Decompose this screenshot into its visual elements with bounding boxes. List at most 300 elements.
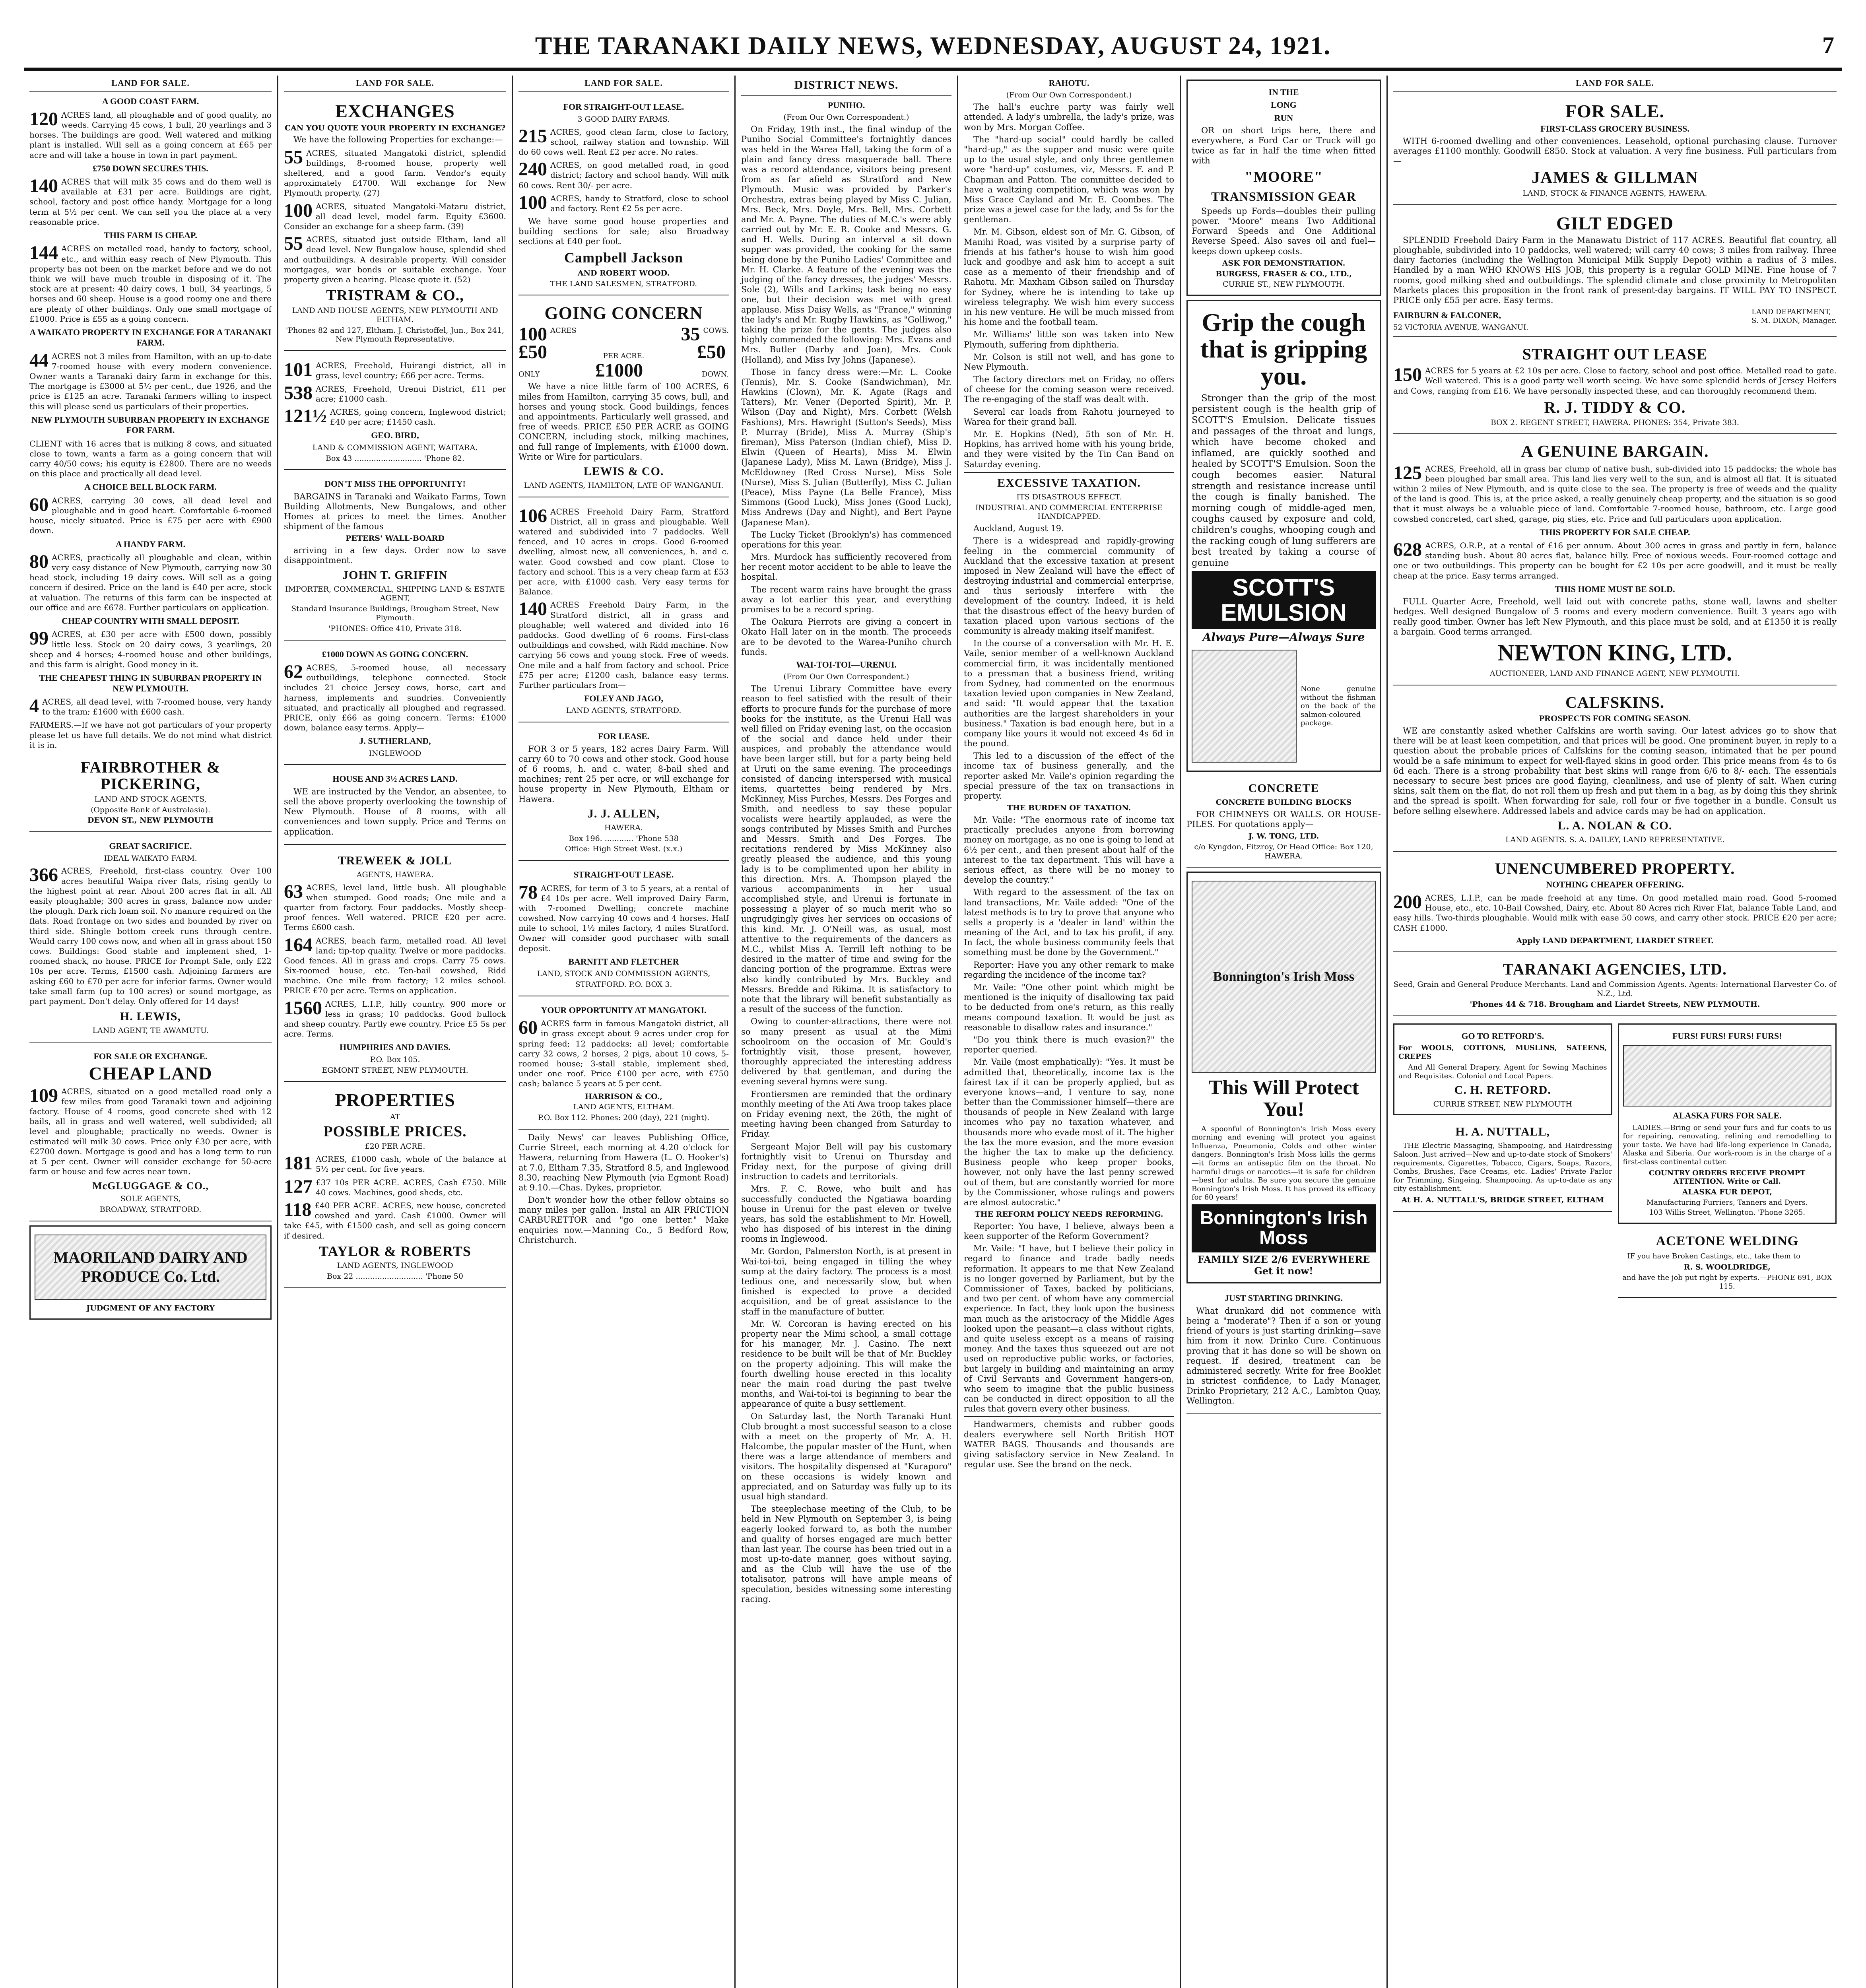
column-7 xyxy=(1388,76,1842,1988)
ad-text: Seed, Grain and General Produce Merchants. Land and Commission Agents. Agents: International Harvester Co. of N.Z., Ltd. xyxy=(1393,980,1837,998)
listing xyxy=(29,697,272,717)
agent-address: CURRIE STREET, NEW PLYMOUTH xyxy=(1433,1099,1572,1109)
agent-address: CURRIE ST., NEW PLYMOUTH. xyxy=(1223,280,1345,289)
ad-subtitle: 3 GOOD DAIRY FARMS. xyxy=(577,115,670,124)
agent-name: FOLEY AND JAGO, xyxy=(584,693,664,704)
straight-lease-ad-2 xyxy=(518,864,729,996)
treweek-ad xyxy=(284,848,506,1082)
foley-listings xyxy=(518,507,729,690)
agent-sub: LAND AND HOUSE AGENTS, NEW PLYMOUTH AND ELTHAM. xyxy=(292,306,498,324)
coast-farm-listings xyxy=(29,96,272,750)
agent-box: Box 22 ............................ 'Phone 50 xyxy=(327,1272,463,1281)
agent-name: TRISTRAM & CO., xyxy=(326,287,464,304)
bottle-illustration: Bonnington's Irish Moss xyxy=(1192,881,1376,1073)
exchange-listings xyxy=(284,148,506,285)
agent-left xyxy=(1393,308,1528,332)
byline: (From Our Own Correspondent.) xyxy=(1006,91,1132,100)
ad-text: SPLENDID Freehold Dairy Farm in the Manawatu District of 117 ACRES. Beautiful flat country, all ploughable, subdivided into 10 paddocks, well watered; will carry 40 cows; 3 miles from railway. Three dairy factories (including the Wellington Municipal Milk Supply Depot) within a radius of 3 miles. Handled by a man WHO KNOWS HIS JOB, this property is a regular GOLD MINE. Fine house of 7 rooms, good milking shed and outbuildings. The splendid climate and close proximity to Metropolitan Markets places this proposition in the front rank of present-day bargains. IT WILL PAY TO INSPECT. PRICE only £55 per acre. Easy terms. xyxy=(1393,235,1837,305)
down-value: £1000 xyxy=(595,359,643,381)
agent-phone: 'Phones 44 & 718. Brougham and Liardet Streets, NEW PLYMOUTH. xyxy=(1470,1000,1760,1009)
listing-block xyxy=(518,507,729,597)
listing-block xyxy=(518,600,729,690)
paragraph: On Friday, 19th inst., the final windup of the Puniho Social Committee's fortnightly dances was held in the Warea Hall, taking the form of a plain and fancy dress masquerade ball. There was a record attendance, visitors being present from as far afield as Stratford and New Plymouth. Music was provided by Parker's Orchestra, extras being played by Miss C. Julian, Mrs. Beck, Mrs. Doyle, Mrs. Bell, Mrs. Corbett and Mr. A. Payne. The duties of M.C.'s were ably carried out by Mr. E. R. Cooke and Messrs. G. and H. Wells. During an interval a sit down supper was provided, the cooking for the same being done by the Puniho Ladies' Committee and Mr. H. Clarke. A feature of the evening was the judging of the fancy dresses, the judges' Messrs. Sole (2), Wills and Larkins; task being no easy one, but their decision was met with great applause. Miss Daisy Wells, as "France," winning the lady's and Mr. Rugby Hawkins, as "Golliwog," taking the prize for the gents. The judges also highly commended the following: Mrs. Evans and Mrs. Butler (Darby and Joan), Mrs. Cook (Holland), and Miss Ivy Johns (Japanese). xyxy=(741,124,951,365)
furs-ad xyxy=(1618,1023,1837,1224)
agent-name: FAIRBROTHER & PICKERING, xyxy=(80,758,221,793)
ad-text: A spoonful of Bonnington's Irish Moss every morning and evening will protect you against Influenza, Pneumonia, Colds and other winter dangers. Bonnington's Irish Moss kills the germs—it forms an antiseptic film on the throat. No harmful drugs or narcotics—it is safe for children—best for adults. Be sure you secure the genuine Bonnington's Irish Moss. It has proved its efficacy for 60 years! xyxy=(1192,1124,1376,1202)
ad-title: GREAT SACRIFICE. xyxy=(109,841,192,851)
maoriland-logo: MAORILAND DAIRY AND PRODUCE Co. Ltd. xyxy=(35,1235,266,1300)
listing-title: NEW PLYMOUTH SUBURBAN PROPERTY IN EXCHANGE FOR FARM. xyxy=(31,414,270,435)
paragraph: The Lucky Ticket (Brooklyn's) has commenced operations for this year. xyxy=(741,530,951,549)
taxation-article xyxy=(964,524,1174,801)
listing-text: ACRES, for term of 3 to 5 years, at a rental of £4 10s per acre. Well improved Dairy Farm, with 7-roomed Dwelling; concrete machine cowshed. Now carrying 40 cows and 4 horses. Half mile to school, 1½ miles factory, 4 miles Stratford. Owner will consider good purchaser with small deposit. xyxy=(518,883,729,953)
column-1 xyxy=(24,76,278,1988)
acreage: 1560 xyxy=(284,999,322,1019)
listing-block xyxy=(284,361,506,381)
cows-value: 35 xyxy=(681,323,700,345)
section-title: WAI-TOI-TOI—URENUI. xyxy=(796,659,897,670)
listing xyxy=(518,600,729,690)
listing-block xyxy=(29,539,272,613)
agent-sub: AUCTIONEER, LAND AND FINANCE AGENT, NEW PLYMOUTH. xyxy=(1489,669,1740,678)
article-deck: ITS DISASTROUS EFFECT. xyxy=(1016,492,1122,501)
brand-logo: SCOTT'S EMULSION xyxy=(1192,571,1376,629)
listing xyxy=(284,663,506,733)
listing-text: ACRES that will milk 35 cows and do them well is available at £31 per acre. Buildings are right, school, factory and post office handy. Mortgage for a long term at 5½ per cent. We can sell you the place at a very reasonable price. xyxy=(29,177,272,227)
agent-sub: THE LAND SALESMEN, STRATFORD. xyxy=(550,279,697,288)
ad-title: YOUR OPPORTUNITY AT MANGATOKI. xyxy=(541,1005,707,1015)
ad-headline: Grip the cough that is gripping you. xyxy=(1200,308,1367,390)
ad-subtitle: PROSPECTS FOR COMING SEASON. xyxy=(1539,713,1691,723)
column-6 xyxy=(1181,76,1388,1988)
ad-header: FOR SALE OR EXCHANGE. xyxy=(93,1051,208,1061)
acreage: 181 xyxy=(284,1154,313,1174)
bottom-left xyxy=(1393,1019,1612,1301)
agent-name: FAIRBURN & FALCONER, xyxy=(1393,310,1501,320)
listing-block xyxy=(284,235,506,285)
listing xyxy=(29,629,272,670)
listing-block xyxy=(284,202,506,232)
agent-name: McGLUGGAGE & CO., xyxy=(92,1180,209,1192)
price-row xyxy=(518,343,729,361)
listing xyxy=(284,883,506,933)
agent-sub: IMPORTER, COMMERCIAL, SHIPPING LAND & ESTATE AGENT, xyxy=(285,584,505,603)
listing-text: ACRES on metalled road, handy to factory, school, etc., and within easy reach of New Plymouth. This property has not been on the market before and we do not think we will have much trouble in disposing of it. The stock are at present: 40 dairy cows, 1 bull, 34 yearlings, 5 horses and 60 sheep. House is a good roomy one and there are plenty of other buildings. Only one small mortgage of £1000. Price is £55 as a going concern. xyxy=(29,244,272,324)
foley-jago-ad xyxy=(518,501,729,723)
agent-sub: SOLE AGENTS, xyxy=(120,1194,181,1204)
listing-text: ACRES, O.R.P., at a rental of £16 per annum. About 300 acres in grass and partly in fern, balance standing bush. About 80 acres flat, balance hilly. Free of noxious weeds. Four-roomed cottage and one or two outbuildings. This property can be bought for £2 10s per acre goodwill, and it must be really cheap at the price. Easy terms arranged. xyxy=(1393,541,1837,580)
listing xyxy=(1393,541,1837,581)
ad-text: WE are instructed by the Vendor, an absentee, to sell the above property overlooking the township of New Plymouth. House of 8 rooms, with all conveniences and town supply. Price and Terms on application. xyxy=(284,786,506,837)
agent-address: and have the job put right by experts.—PHONE 691, BOX 115. xyxy=(1622,1273,1832,1291)
agent-address: At H. A. NUTTALL'S, BRIDGE STREET, ELTHAM xyxy=(1401,1196,1604,1204)
ad-title: CHEAP LAND xyxy=(89,1063,212,1084)
ad-title: FOR SALE. xyxy=(1565,101,1665,122)
agent-name: GEO. BIRD, xyxy=(371,430,419,441)
listing xyxy=(284,1201,506,1241)
puniho-article xyxy=(741,124,951,657)
listing xyxy=(29,553,272,613)
agent-sub: INGLEWOOD xyxy=(369,749,421,758)
acreage: 200 xyxy=(1393,893,1422,912)
acres-label: ACRES xyxy=(550,326,577,335)
agent-sub: Manufacturing Furriers, Tanners and Dyers. xyxy=(1646,1198,1808,1207)
agent-box: Box 196. ............ 'Phone 538 xyxy=(569,834,679,843)
paragraph: The recent warm rains have brought the grass away a lot earlier this year, and everything promises to be a record spring. xyxy=(741,584,951,614)
listing-block xyxy=(29,673,272,717)
agent-name: ALASKA FUR DEPOT, xyxy=(1682,1187,1773,1196)
carburettor-notice: Don't wonder how the other fellow obtains so many miles per gallon. Instal an AIR FRICTION CARBURETTOR and "go one better." Make enquiries now.—Manning Co., 5 Bedford Row, Christchurch. xyxy=(518,1195,729,1245)
agent-name: JAMES & GILLMAN xyxy=(1532,168,1698,187)
price-value: £50 xyxy=(518,342,547,363)
listing-block xyxy=(29,230,272,324)
paragraph: Mr. Williams' little son was taken into New Plymouth, suffering from diphtheria. xyxy=(964,330,1174,349)
listing xyxy=(284,1154,506,1174)
ad-title: DON'T MISS THE OPPORTUNITY! xyxy=(324,479,466,489)
newspaper-page xyxy=(24,24,1842,1988)
retford-ad xyxy=(1393,1023,1612,1116)
acreage: 118 xyxy=(284,1200,312,1220)
agent-phone: 'PHONES: Office 410, Private 318. xyxy=(328,624,462,633)
listing-block xyxy=(29,482,272,536)
ad-text: And All General Drapery. Agent for Sewing Machines and Requisites. Colonial and Local Papers. xyxy=(1398,1063,1607,1081)
agent-box: Box 43 ............................ 'Phone 82. xyxy=(326,454,464,463)
agent-name: TREWEEK & JOLL xyxy=(338,854,452,867)
ad-title: FOR STRAIGHT-OUT LEASE. xyxy=(563,102,684,112)
paragraph: Mr. Vaile: "One other point which might be mentioned is the iniquity of disallowing tax paid to be deducted from one's return, as this really means compound taxation. It would be just as reasonable to disallow rates and insurance." xyxy=(964,982,1174,1032)
ad-subtitle: ALASKA FURS FOR SALE. xyxy=(1672,1110,1782,1121)
listing-text: ACRES, Freehold, Urenui District, £11 per acre; £1000 cash. xyxy=(316,384,506,404)
rahotu-article xyxy=(964,102,1174,470)
listing xyxy=(518,1019,729,1089)
listing-text: FARMERS.—If we have not got particulars of your property please let us have full details. We do not mind what district it is in. xyxy=(29,720,272,750)
paragraph: Mr. E. Hopkins (Ned), 5th son of Mr. H. Hopkins, has arrived home with his young bride, and they were visited by the Tin Can Band on Saturday evening. xyxy=(964,429,1174,469)
article-headline: EXCESSIVE TAXATION. xyxy=(964,472,1174,490)
paragraph: With regard to the assessment of the tax on land transactions, Mr. Vaile added: "One of the latest methods is to try to prove that anyone who sells a property is a 'dealer in land' within the meaning of the Act, and to tax his profit, if any. In fact, the whole business community feels that something must be done by the Government." xyxy=(964,887,1174,957)
acetone-welding-ad xyxy=(1618,1228,1837,1298)
acreage: 60 xyxy=(29,495,49,515)
agent-sub: LAND AGENTS, INGLEWOOD xyxy=(337,1261,453,1270)
calfskins-ad xyxy=(1393,689,1837,852)
product-figure-row xyxy=(1192,646,1376,767)
down-label: DOWN. xyxy=(701,370,729,379)
listing-title: A HANDY FARM. xyxy=(115,539,186,549)
agent-name: J. SUTHERLAND, xyxy=(359,736,431,746)
listing xyxy=(29,177,272,227)
ad-text: OR on short trips here, there and everywhere, a Ford Car or Truck will go twice as far in half the time when fitted with xyxy=(1192,126,1376,165)
listing-text: ACRES, Freehold, all in grass bar clump of native bush, sub-divided into 15 paddocks; the whole has been ploughed bar small area. This land lies very well to the sun, and is almost all flat. It is situated within 2 miles of New Plymouth, and is quite close to the sea. The property is free of weeds and the quality of the land is good. This is, at the price asked, a really genuinely cheap property, and the situation is so good that it must always be a valuable piece of land. Comfortable 7-roomed house, bathroom, etc. Large good cowshed concreted, cart shed, garage, pig sties, etc. Price and full particulars upon application. xyxy=(1393,464,1837,524)
agent-sub: HAWERA. xyxy=(604,823,643,832)
price-value-2: £50 xyxy=(697,342,726,363)
agent-sub: LAND, STOCK & FINANCE AGENTS, HAWERA. xyxy=(1522,188,1707,198)
agent-right xyxy=(1751,308,1837,332)
listing-block xyxy=(284,1178,506,1198)
paragraph: "Do you think there is much evasion?" the reporter queried. xyxy=(964,1035,1174,1055)
listing-text: ACRES, level land, little bush. All ploughable when stumped. Good roads; One mile and a quarter from factory. Four paddocks. Mostly sheep-proof fences. Well watered. PRICE £20 per acre. Terms £600 cash. xyxy=(284,882,506,932)
listing-block xyxy=(518,160,729,190)
column-header: LAND FOR SALE. xyxy=(1393,76,1837,92)
section-title: RAHOTU. xyxy=(1049,78,1089,88)
listing-block xyxy=(29,415,272,479)
listing-text: ACRES, handy to Stratford, close to school and factory. Rent £2 5s per acre. xyxy=(550,193,729,213)
bird-listings xyxy=(284,361,506,427)
paragraph: Several car loads from Rahotu journeyed to Warea for their grand ball. xyxy=(964,407,1174,427)
acreage: 62 xyxy=(284,662,303,682)
listing xyxy=(284,202,506,232)
acreage: 121½ xyxy=(284,407,327,427)
opportunity-ad xyxy=(284,473,506,640)
possible-prices: POSSIBLE PRICES. xyxy=(323,1123,467,1140)
listing-block xyxy=(284,1201,506,1241)
per-label: PER ACRE. xyxy=(603,352,645,361)
paragraph: On Saturday last, the North Taranaki Hunt Club brought a most successful season to a close with a meet on the property of Mr. A. H. Halcombe, the popular master of the Hunt, when there was a large attendance of members and visitors. The hospitality dispensed at "Kuraporo" on these occasions is widely known and appreciated, and on Saturday was fully up to its usual high standard. xyxy=(741,1411,951,1501)
agent-name: BURGESS, FRASER & CO., LTD., xyxy=(1216,269,1352,278)
listing-title: CHEAP COUNTRY WITH SMALL DEPOSIT. xyxy=(62,616,239,626)
paragraph: Reporter: You have, I believe, always been a keen supporter of the Reform Government? xyxy=(964,1221,1174,1241)
agent-sub: LAND AGENT, TE AWAMUTU. xyxy=(92,1026,209,1035)
listing-text: ACRES, 5-roomed house, all necessary outbuildings, telephone connected. Stock includes 21 choice Jersey cows, horse, cart and harness, implements and sundries. Conveniently situated, and practically all ploughed and regrassed. PRICE, only £66 as going concern. Terms: £1000 down, balance easy terms. Apply— xyxy=(284,662,506,733)
listing-block xyxy=(29,327,272,412)
ad-text: What drunkard did not commence with being a "moderate"? Then if a son or young friend of yours is just starting drinking—save him from it now. Drinko Cure. Continuous proving that it has done so will be shown on request. If desired, treatment can be administered secretly. Write for free Booklet in strictest confidence, to Lady Manager, Drinko Proprietary, 212 A.C., Lambton Quay, Wellington. xyxy=(1186,1306,1381,1406)
cheap-land-ad xyxy=(29,1046,272,1221)
ad-text: Stronger than the grip of the most persistent cough is the health grip of SCOTT'S Emulsion. Delicate tissues and passages of the throat and lungs, which have become choked and inflamed, are quickly soothed and healed by SCOTT'S Emulsion. Soon the cough becomes easier. Natural strength and resistance increase until the cough is finally banished. The morning cough of middle-aged men, coughs caused by exposure and cold, children's coughs, whooping cough and the racking cough of lung sufferers are best treated by taking a course of genuine xyxy=(1192,393,1376,568)
listing-text: £40 PER ACRE. ACRES, new house, concreted cowshed and yard. Cash £1000. Owner will take £45, with £1500 cash, and sell as going concern if desired. xyxy=(284,1200,506,1241)
listing xyxy=(518,883,729,953)
agent-name: R. J. TIDDY & CO. xyxy=(1544,398,1686,416)
ad-title: STRAIGHT OUT LEASE xyxy=(1522,345,1708,363)
listing-block xyxy=(284,999,506,1039)
page-number: 7 xyxy=(1822,32,1834,58)
listing-text: ACRES, at £30 per acre with £500 down, possibly little less. Stock on 20 dairy cows, 3 yearlings, 20 sheep and 4 horses; 4-roomed house and other buildings, and this farm is alright. Good money in it. xyxy=(29,629,272,669)
agent-sub: AND ROBERT WOOD. xyxy=(577,268,670,278)
ad-title: GILT EDGED xyxy=(1556,213,1674,233)
product-name: "MOORE" xyxy=(1245,168,1323,185)
listing xyxy=(29,1087,272,1177)
moore-gear-ad xyxy=(1186,80,1381,296)
agent-sub: LAND, STOCK AND COMMISSION AGENTS, xyxy=(537,969,711,978)
agent-address: c/o Kyngdon, Fitzroy, Or Head Office: Box 120, HAWERA. xyxy=(1194,842,1373,860)
at-label: AT xyxy=(390,1112,400,1121)
listing-block xyxy=(284,384,506,404)
manager: S. M. DIXON, Manager. xyxy=(1751,316,1837,325)
grocery-ad xyxy=(1393,96,1837,205)
acreage: 538 xyxy=(284,384,313,404)
ad-title: £1000 DOWN AS GOING CONCERN. xyxy=(322,649,468,659)
listing-text: ACRES, on good metalled road, in good district; factory and school handy. Will milk 60 cows. Rent 30/- per acre. xyxy=(518,160,729,190)
listing xyxy=(284,148,506,198)
acreage: 78 xyxy=(518,883,538,903)
reform-section xyxy=(964,1221,1174,1414)
paragraph: The Urenui Library Committee have every reason to feel satisfied with the result of their efforts to procure funds for the purchase of more books for the institute, as the Urenui Hall was well filled on Friday evening last, on the occasion of the social and dance held under their auspices, and probably the attendance would have been larger still, but for a party being held at Uruti on the same evening. The proceedings consisted of dancing interspersed with musical items, quartettes being rendered by Mrs. McKinney, Miss Purches, Messrs. Des Forges and Smith, and needless to say these popular vocalists were heartily applauded, as were the songs contributed by Misses Smith and Purches and Messrs. Smith and Des Forges. The recitations rendered by Miss McKinney also greatly pleased the audience, and this young lady is to be complimented upon her ability in this direction. Mrs. A. Thompson played the various accompaniments in her usual accomplished style, and Urenui is fortunate in possessing a player of so much merit who so ungrudgingly gives her services on occasions of this kind. Mr. J. O'Neill was, as usual, most attentive to the requirements of the dancers as M.C., whilst Miss A. Terrill left nothing to be desired in the matter of time and swing for the dancing portion of the programme. Extras were also kindly contributed by Mrs. Buckley and Messrs. Bredde and Rikima. It is satisfactory to note that the library will benefit substantially as a result of the success of the function. xyxy=(741,684,951,1014)
agent-sub: LAND AND STOCK AGENTS, xyxy=(94,794,207,804)
logo-caption: JUDGMENT OF ANY FACTORY xyxy=(86,1304,215,1313)
agent-sub: LAND AGENTS, HAMILTON, LATE OF WANGANUI. xyxy=(524,481,724,490)
great-sacrifice-ad xyxy=(29,835,272,1043)
acreage: 366 xyxy=(29,866,58,886)
item-list: For WOOLS, COTTONS, MUSLINS, SATEENS, CREPES xyxy=(1398,1044,1607,1061)
article-deck: INDUSTRIAL AND COMMERCIAL ENTERPRISE HANDICAPPED. xyxy=(975,503,1163,521)
ad-headline: This Will Protect You! xyxy=(1208,1076,1359,1121)
acreage: 100 xyxy=(284,201,313,221)
paragraph: The Oakura Pierrots are giving a concert in Okato Hall later on in the month. The proceeds are to be devoted to the Warea-Puniho church funds. xyxy=(741,617,951,657)
byline: (From Our Own Correspondent.) xyxy=(783,113,909,122)
listing xyxy=(29,439,272,479)
listing-text: ACRES, good clean farm, close to factory, school, railway station and township. Will do 60 cows well. Rent £2 per acre. No rates. xyxy=(518,127,729,157)
paragraph: This led to a discussion of the effect of the income tax of business generally, and the reporter asked Mr. Vaile's opinion regarding the special pressure of the tax on transactions in property. xyxy=(964,751,1174,801)
mangatoki-ad xyxy=(518,1000,729,1130)
listing-block xyxy=(284,883,506,933)
listing-block xyxy=(284,936,506,996)
acreage: 125 xyxy=(1393,464,1422,483)
acreage: 63 xyxy=(284,882,303,902)
acreage: 80 xyxy=(29,552,49,572)
ad-text: BARGAINS in Taranaki and Waikato Farms, Town Building Allotments, New Bungalows, and other Homes at prices to meet the times. Another shipment of the famous xyxy=(284,491,506,532)
column-header: LAND FOR SALE. xyxy=(29,76,272,92)
listing-text: CLIENT with 16 acres that is milking 8 cows, and situated close to town, wants a farm as a going concern that will carry 40/50 cows; his equity is £2800. There are no weeds on this place and practically all dead level. xyxy=(29,439,272,479)
ad-intro: We have the following Properties for exchange:— xyxy=(293,135,503,145)
listing-text: ACRES, situated Mangatoki district, splendid buildings, 8-roomed house, property well sheltered, and a good farm. Vendor's equity approximately £4700. Will exchange for New Plymouth property. (27) xyxy=(284,148,506,198)
listing-title: A CHOICE BELL BLOCK FARM. xyxy=(84,482,217,492)
listing xyxy=(518,127,729,157)
fishman-illustration xyxy=(1192,650,1297,763)
orders-line: COUNTRY ORDERS RECEIVE PROMPT ATTENTION. Write or Call. xyxy=(1649,1169,1806,1186)
agent-name: R. S. WOOLDRIDGE, xyxy=(1683,1263,1771,1272)
agent-address: Standard Insurance Buildings, Brougham Street, New Plymouth. xyxy=(291,604,499,622)
paragraph: There is a widespread and rapidly-growing feeling in the commercial community of Auckland that the excessive taxation at present imposed in New Zealand will have the effect of destroying industrial and commercial enterprise, and thus seriously interfere with the development of the country. Indeed, it is held that the disastrous effect of the heavy burden of taxation placed upon various sections of the community is already making itself manifest. xyxy=(964,536,1174,636)
ad-title: EXCHANGES xyxy=(335,101,455,122)
agent-sub: LAND AGENTS, STRATFORD. xyxy=(566,706,682,715)
paragraph: The hall's euchre party was fairly well attended. A lady's umbrella, the lady's prize, was won by Mrs. Morgan Coffee. xyxy=(964,102,1174,132)
ad-text: We have a nice little farm of 100 ACRES, 6 miles from Hamilton, carrying 35 cows, bull, and horses and young stock. Good buildings, fences and appointments. Particularly well grassed, and free of weeds. PRICE £50 PER ACRE as GOING CONCERN, including stock, milking machines, and full range of Implements, with £1000 down. Write or Wire for particulars. xyxy=(518,382,729,462)
agent-name: L. A. NOLAN & CO. xyxy=(1557,819,1672,832)
listing-title: A WAIKATO PROPERTY IN EXCHANGE FOR A TARANAKI FARM. xyxy=(29,327,272,348)
for-lease-ad xyxy=(518,726,729,861)
burden-section xyxy=(964,815,1174,1208)
agent-address: 52 VICTORIA AVENUE, WANGANUI. xyxy=(1393,323,1528,332)
hot-water-bags-ad: Handwarmers, chemists and rubber goods dealers everywhere sell North British HOT WATER BAGS. Thousands and thousands are giving satisfactory service in New Zealand. In regular use. See the brand on the neck. xyxy=(964,1416,1174,1470)
genuine-bargain-ad xyxy=(1393,437,1837,685)
wallboard: PETERS' WALL-BOARD xyxy=(346,534,445,543)
listing-title: THE CHEAPEST THING IN SUBURBAN PROPERTY IN NEW PLYMOUTH. xyxy=(39,673,262,693)
paragraph: Those in fancy dress were:—Mr. L. Cooke (Tennis), Mr. S. Cooke (Sandwichman), Mr. Hawkins (Clown), Mr. K. Agate (Rags and Tatters), Mr. Vener (Deported Spirit), Mr. P. Wilson (Day and Night), Mrs. Corbett (Welsh Fashions), Mrs. Hawright (Sutton's Seeds), Miss P. Murray (Bride), Miss A. Murray (Ship's fireman), Miss Paterson (Indian chief), Miss D. Elwin (Queen of Hearts), Miss M. Elwin (Japanese Lady), Miss M. Lawn (Bridge), Miss J. McEldowney (Red Cross Nurse), Miss Sole (Nurse), Miss S. Julian (Butterfly), Miss C. Julian (Peace), Miss Payne (La Belle France), Miss Simmons (Good Luck), Miss Jones (Good Luck), Miss Andrews (Day and Night), and Bert Payne (Japanese Man). xyxy=(741,367,951,527)
maoriland-logo-ad xyxy=(29,1225,272,1320)
ad-text: THE Electric Massaging, Shampooing, and Hairdressing Saloon. Just arrived—New and up-to-date stock of Smokers' requirements, Cigarettes, Tobacco, Cigars, Soaps, Razors, Combs, Brushes, Face Creams, etc. Ladies' Private Parlor for Trimming, Singeing, Shampooing. As up-to-date as any city establishment. xyxy=(1393,1142,1612,1193)
subhead: THE REFORM POLICY NEEDS REFORMING. xyxy=(975,1210,1163,1219)
acreage: 100 xyxy=(518,193,547,213)
fairbrother-agent xyxy=(29,753,272,832)
subhead: THE BURDEN OF TAXATION. xyxy=(1007,804,1131,813)
agent-sub: LAND AGENTS, ELTHAM. xyxy=(573,1103,674,1112)
listing xyxy=(29,244,272,324)
agent-row xyxy=(1393,308,1837,332)
down-row xyxy=(518,361,729,380)
listing-title: A GOOD COAST FARM. xyxy=(102,96,199,107)
listing-text: ACRES, practically all ploughable and clean, within very easy distance of New Plymouth, carrying now 30 head stock, including 19 dairy cows. Will sell as a going concern if desired. Price on the land is £40 per acre, stock at valuation. The returns of this farm can be inspected at our office and are £678. Further particulars on application. xyxy=(29,552,272,612)
drinko-ad xyxy=(1186,1287,1381,1414)
listing-text: ACRES, all dead level, with 7-roomed house, very handy to the tram; £1600 with £600 cash. xyxy=(42,697,272,717)
columns xyxy=(24,76,1842,1988)
properties-ad xyxy=(284,1085,506,1288)
ad-subtitle: CAN YOU QUOTE YOUR PROPERTY IN EXCHANGE? xyxy=(284,123,506,132)
acreage: 55 xyxy=(284,148,303,168)
listing-text: FULL Quarter Acre, Freehold, well laid out with concrete paths, stone wall, lawns and shelter hedges. Well designed Bungalow of 5 rooms and every modern convenience. Built 3 years ago with really good timber. Owner has left New Plymouth, and this place must be sold, and at £1350 it is really a bargain. Good terms arranged. xyxy=(1393,597,1837,637)
listing xyxy=(284,936,506,996)
listing-text: ACRES farm in famous Mangatoki district, all in grass except about 9 acres under crop for spring feed; 12 paddocks; all level; comfortable carry 32 cows, 2 horses, 2 pigs, about 10 cows, 5-roomed house; 3-stall stable, implement shed, under one roof. Price £100 per acre, with £750 cash; balance 5 years at 5 per cent. xyxy=(518,1019,729,1089)
acreage: 4 xyxy=(29,697,39,716)
ad-text: LADIES.—Bring or send your furs and fur coats to us for repairing, renovating, relining and remodelling to your taste. We have had life-long experience in Canada, Alaska and Siberia. Our work-room is in the charge of a first-class continental cutter. xyxy=(1623,1123,1831,1167)
agent-sub: LAND & COMMISSION AGENT, WAITARA. xyxy=(312,443,478,452)
ad-title: ACETONE WELDING xyxy=(1656,1233,1799,1248)
masthead-title: THE TARANAKI DAILY NEWS, WEDNESDAY, AUGUST 24, 1921. xyxy=(535,31,1331,60)
agent-address: STRATFORD. P.O. BOX 3. xyxy=(575,980,672,989)
listing-text: ACRES, situated on a good metalled road only a few miles from good Taranaki town and adjoining factory. House of 4 rooms, good concrete shed with 12 bails, all in grass and well watered, well subdivided; all level and ploughable; practically no weeds. Owner is estimated will milk 30 cows. Price only £30 per acre, with £2700 down. Mortgage is good and has a long term to run at 5 per cent. Owner will consider exchange for 50-acre farm or house and few acres near town. xyxy=(29,1086,272,1176)
listing xyxy=(284,1178,506,1198)
agent-name: H. LEWIS, xyxy=(120,1010,181,1023)
product-name: TRANSMISSION GEAR xyxy=(1211,189,1356,204)
listing xyxy=(284,407,506,427)
paragraph: Mr. W. Corcoran is having erected on his property near the Mimi school, a small cottage for his manager, Mr. J. Casino. The next residence to be built will be that of Mr. Buckley on the property adjoining. This will make the fourth dwelling house erected in this locality near the main road during the past twelve months, and Wai-toi-toi is beginning to bear the appearance of quite a busy settlement. xyxy=(741,1319,951,1409)
listing xyxy=(1393,366,1837,396)
ad-title: CALFSKINS. xyxy=(1565,693,1664,711)
listing-block xyxy=(284,148,506,198)
ad-title: PROPERTIES xyxy=(335,1090,455,1110)
paragraph: Auckland, August 19. xyxy=(973,524,1064,534)
acreage: 140 xyxy=(29,177,58,197)
bonningtons-ad xyxy=(1186,872,1381,1283)
agent-office: Office: High Street West. (x.x.) xyxy=(565,845,683,854)
agent-name: LEWIS & CO. xyxy=(583,464,664,478)
price-label: £20 PER ACRE. xyxy=(365,1142,425,1151)
listing-block xyxy=(29,163,272,227)
sub-title: THIS HOME MUST BE SOLD. xyxy=(1555,584,1675,594)
acreage: 240 xyxy=(518,160,547,180)
ad-title: FOR LEASE. xyxy=(598,731,650,742)
paragraph: The steeplechase meeting of the Club, to be held in New Plymouth on September 3, is being eagerly looked forward to, as both the number and quality of horses engaged are much better than last year. The course has been tried out in a most up-to-date manner, goes without saying, and as the Club will have the use of the totalisator, patrons will have ample means of speculation, besides witnessing some interesting racing. xyxy=(741,1504,951,1604)
listing-text: ACRES Freehold Dairy Farm, in the Stratford district, all in grass and ploughable; well watered and divided into 16 paddocks. Good dwelling of 6 rooms. First-class outbuildings and cowshed, with Ridd machine. Now carrying 56 cows and young stock. Free of weeds. One mile and a half from factory and school. Price £75 per acre; £1200 cash, balance easy terms. Further particulars from— xyxy=(518,600,729,690)
agent-name: J. W. TONG, LTD. xyxy=(1248,832,1319,841)
acreage: 150 xyxy=(1393,366,1422,386)
taranaki-agencies-ad xyxy=(1393,955,1837,1016)
acreage: 144 xyxy=(29,244,58,264)
agent-phone: 'Phones 82 and 127, Eltham. J. Christoffel, Jun., Box 241, New Plymouth Representative. xyxy=(285,326,505,344)
ad-note: We have some good house properties and building sections for sale; also Broadway sections at £40 per foot. xyxy=(518,217,729,247)
column-header: LAND FOR SALE. xyxy=(518,76,729,92)
ad-title: FURS! FURS! FURS! FURS! xyxy=(1672,1031,1782,1041)
acres-value: 100 xyxy=(518,323,547,345)
listing xyxy=(284,999,506,1039)
agent-sub: AGENTS, HAWERA. xyxy=(356,870,434,879)
straight-out-lease-ad xyxy=(518,96,729,295)
ad-subtitle: CONCRETE BUILDING BLOCKS xyxy=(1216,798,1352,807)
acreage: 101 xyxy=(284,361,313,381)
property-listings xyxy=(284,1154,506,1241)
listing-title: THIS FARM IS CHEAP. xyxy=(104,230,197,241)
listing-text: ACRES, situated just outside Eltham, land all dead level. New Bungalow house, splendid shed and outbuildings. A desirable property. Will consider mortgages, war bonds or suitable exchange. Your property given a hearing. Please quote it. (52) xyxy=(284,235,506,284)
ad-title: RUN xyxy=(1274,113,1293,123)
paragraph: The "hard-up social" could hardly be called "hard-up," as the supper and music were quite up to the usual style, and only three gentlemen wore "hard-up" costumes, viz, Messrs. F. and P. Chapman and Patton. The committee decided to have a waltzing competition, which was won by Miss Grace Cayland and Mr. E. Coombes. The prize was a jewel case for the lady, and 5s for the gentleman. xyxy=(964,134,1174,225)
bottom-row xyxy=(1393,1019,1837,1301)
ad-title: JUST STARTING DRINKING. xyxy=(1224,1293,1343,1303)
listing xyxy=(29,351,272,412)
agent-name: JOHN T. GRIFFIN xyxy=(342,568,448,582)
agent-sub: LAND AGENTS. S. A. DAILEY, LAND REPRESENTATIVE. xyxy=(1505,835,1725,844)
listing xyxy=(1393,893,1837,933)
ad-tagline: Always Pure—Always Sure xyxy=(1202,631,1365,644)
masthead xyxy=(24,24,1842,71)
listing-block xyxy=(29,720,272,750)
agent-box: BOX 2. REGENT STREET, HAWERA. PHONES: 354, Private 383. xyxy=(1490,418,1740,427)
listing-text: ACRES, carrying 30 cows, all dead level and ploughable and in good heart. Comfortable 6-roomed house, nicely situated. Price is £75 per acre with £900 down. xyxy=(29,495,272,536)
